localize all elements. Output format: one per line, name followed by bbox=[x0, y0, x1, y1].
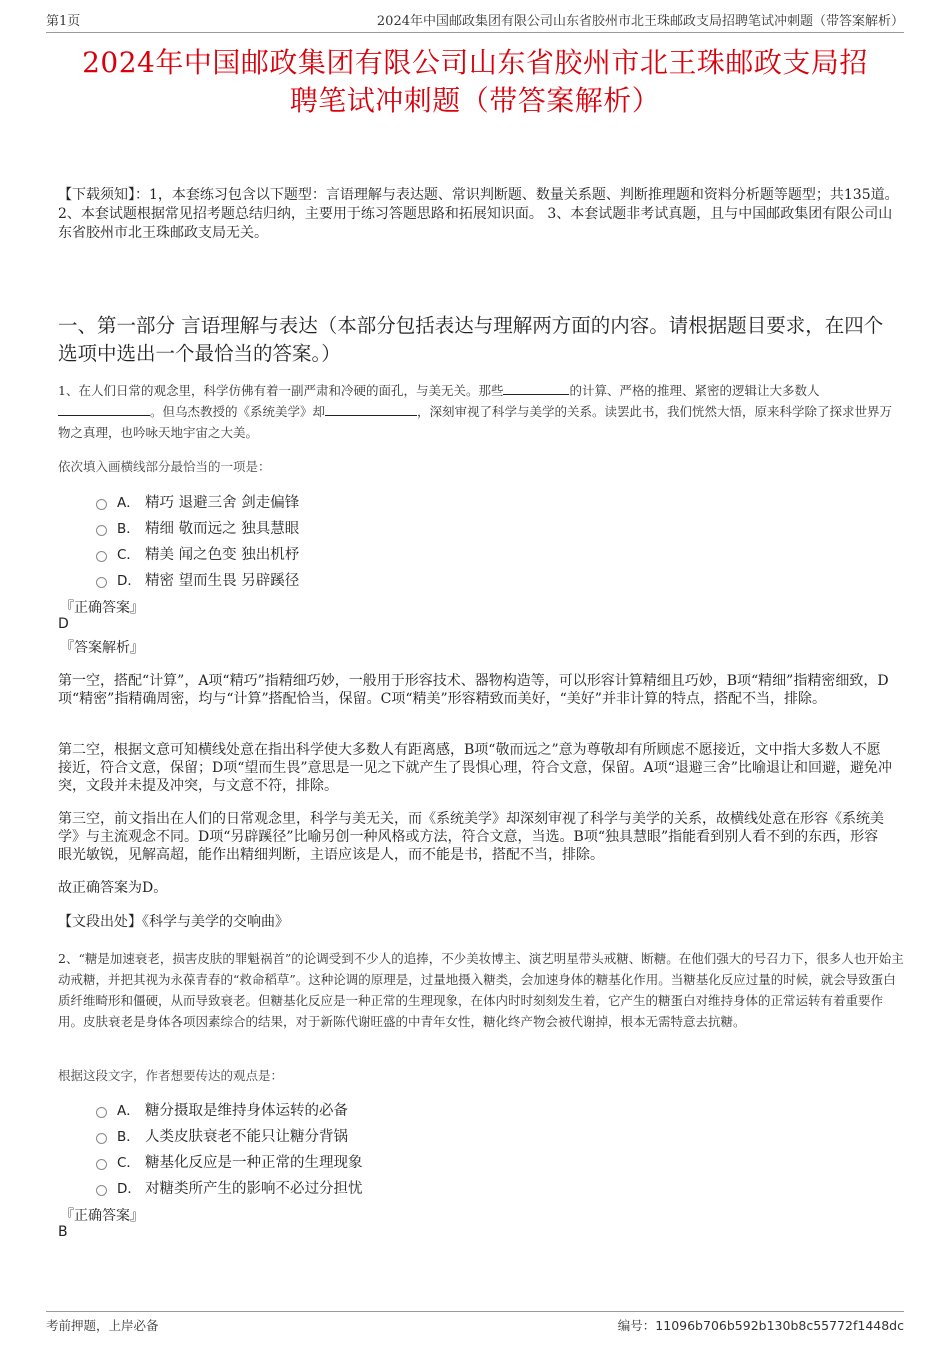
option-text: 精密 望而生畏 另辟蹊径 bbox=[145, 572, 300, 589]
option-letter: B． bbox=[117, 1129, 140, 1145]
option-text: 糖基化反应是一种正常的生理现象 bbox=[145, 1154, 363, 1171]
page-header bbox=[46, 10, 904, 33]
footer-slogan: 考前押题，上岸必备 bbox=[46, 1318, 159, 1333]
q1-stem-part-b: 的计算、严格的推理、紧密的逻辑让大多数人 bbox=[569, 383, 820, 398]
question-2-stem: 2、“糖是加速衰老，损害皮肤的罪魁祸首”的论调受到不少人的追捧，不少美妆博主、演艺明星带头戒糖、断糖。在他们强大的号召力下，很多人也开始主动戒糖，并把其视为永葆青春的“救命稻草”。这种论调的原理是，过量地摄入糖类，会加速身体的糖基化作用。当糖基化反应过量的时候，就会导致蛋白质纤维畸形和僵硬，从而导致衰老。但糖基化反应是一种正常的生理现象，在体内时时刻刻发生着，它产生的糖蛋白对维持身体的正常运转有着重要作用。皮肤衰老是身体各项因素综合的结果，对于新陈代谢旺盛的中青年女性，糖化终产物会被代谢掉，根本无需特意去抗糖。 bbox=[58, 951, 904, 1029]
option-text: 糖分摄取是维持身体运转的必备 bbox=[145, 1102, 348, 1119]
option-a[interactable] bbox=[96, 1096, 363, 1122]
option-d[interactable] bbox=[96, 566, 299, 592]
radio-icon[interactable] bbox=[96, 551, 107, 562]
footer-code: 编号：11096b706b592b130b8c55772f1448dc bbox=[617, 1318, 904, 1333]
correct-answer: B bbox=[58, 1224, 68, 1240]
text-source: 【文段出处】《科学与美学的交响曲》 bbox=[58, 914, 289, 930]
q1-stem-part-a: 1、在人们日常的观念里，科学仿佛有着一副严肃和冷硬的面孔，与美无关。那些 bbox=[58, 383, 504, 398]
header-doc-title: 2024年中国邮政集团有限公司山东省胶州市北王珠邮政支局招聘笔试冲刺题（带答案解析） bbox=[376, 14, 904, 29]
radio-icon[interactable] bbox=[96, 577, 107, 588]
analysis-conclusion: 故正确答案为D。 bbox=[58, 880, 168, 896]
option-text: 对糖类所产生的影响不必过分担忧 bbox=[145, 1180, 363, 1197]
analysis-label: 『答案解析』 bbox=[60, 640, 144, 656]
correct-answer-label: 『正确答案』 bbox=[60, 600, 144, 616]
radio-icon[interactable] bbox=[96, 525, 107, 536]
option-letter: C． bbox=[117, 1155, 140, 1171]
question-1-prompt: 依次填入画横线部分最恰当的一项是： bbox=[58, 459, 271, 474]
radio-icon[interactable] bbox=[96, 1107, 107, 1118]
blank-3 bbox=[325, 401, 417, 416]
blank-1 bbox=[503, 380, 569, 395]
correct-answer-label: 『正确答案』 bbox=[60, 1208, 144, 1224]
option-letter: B． bbox=[117, 521, 140, 537]
option-letter: D． bbox=[117, 1181, 141, 1197]
option-letter: A． bbox=[117, 1103, 140, 1119]
option-c[interactable] bbox=[96, 540, 299, 566]
option-text: 精细 敬而远之 独具慧眼 bbox=[145, 520, 300, 537]
radio-icon[interactable] bbox=[96, 1133, 107, 1144]
question-2-options bbox=[96, 1096, 363, 1200]
option-letter: D． bbox=[117, 573, 141, 589]
option-a[interactable] bbox=[96, 488, 299, 514]
radio-icon[interactable] bbox=[96, 1185, 107, 1196]
option-b[interactable] bbox=[96, 514, 299, 540]
page-number: 第1页 bbox=[46, 14, 81, 29]
question-1-stem bbox=[58, 380, 904, 443]
page-title-line2: 聘笔试冲刺题（带答案解析） bbox=[289, 84, 661, 117]
question-1-options bbox=[96, 488, 299, 592]
q1-stem-part-d: ，深刻审视了科学与美学的关系。读罢此书，我们恍然大悟，原来科学除了探求世界万物之真理，也吟咏天地宇宙之大美。 bbox=[58, 404, 893, 440]
correct-answer: D bbox=[58, 616, 69, 632]
option-text: 精美 闻之色变 独出机杼 bbox=[145, 546, 300, 563]
page-footer bbox=[46, 1311, 904, 1334]
analysis-paragraph-3: 第三空，前文指出在人们的日常观念里，科学与美无关，而《系统美学》却深刻审视了科学与美学的关系，故横线处意在形容《系统美学》与主流观念不同。D项“另辟蹊径”比喻另创一种风格或方法，符合文意，当选。B项“独具慧眼”指能看到别人看不到的东西，形容眼光敏锐，见解高超，能作出精细判断，主语应该是人，而不能是书，搭配不当，排除。 bbox=[58, 811, 884, 863]
page-title-line1: 2024年中国邮政集团有限公司山东省胶州市北王珠邮政支局招 bbox=[82, 46, 868, 79]
option-b[interactable] bbox=[96, 1122, 363, 1148]
q1-stem-part-c: 。但乌杰教授的《系统美学》却 bbox=[150, 404, 326, 419]
question-2-prompt: 根据这段文字，作者想要传达的观点是： bbox=[58, 1068, 284, 1083]
analysis-paragraph-1: 第一空，搭配“计算”，A项“精巧”指精细巧妙，一般用于形容技术、器物构造等，可以形容计算精细且巧妙，B项“精细”指精密细致，D项“精密”指精确周密，均与“计算”搭配恰当，保留。C项“精美”形容精致而美好，“美好”并非计算的特点，搭配不当，排除。 bbox=[58, 673, 889, 707]
radio-icon[interactable] bbox=[96, 1159, 107, 1170]
section-heading: 一、第一部分 言语理解与表达（本部分包括表达与理解两方面的内容。请根据题目要求，在四个选项中选出一个最恰当的答案。） bbox=[58, 314, 884, 365]
page-title bbox=[40, 44, 910, 120]
download-notice: 【下载须知】：1，本套练习包含以下题型：言语理解与表达题、常识判断题、数量关系题、判断推理题和资料分析题等题型；共135道。 2、本套试题根据常见招考题总结归纳，主要用于练习答题思路和拓展知识面。 3、本套试题非考试真题，且与中国邮政集团有限公司山东省胶州市北王珠邮政支局无关。 bbox=[58, 187, 899, 241]
analysis-paragraph-2: 第二空，根据文意可知横线处意在指出科学使大多数人有距离感，B项“敬而远之”意为尊敬却有所顾虑不愿接近，文中指大多数人不愿接近，符合文意，保留；D项“望而生畏”意思是一见之下就产生了畏惧心理，符合文意，保留。A项“退避三舍”比喻退让和回避，避免冲突，文段并未提及冲突，与文意不符，排除。 bbox=[58, 742, 892, 794]
option-c[interactable] bbox=[96, 1148, 363, 1174]
option-letter: A． bbox=[117, 495, 140, 511]
blank-2 bbox=[58, 401, 150, 416]
radio-icon[interactable] bbox=[96, 499, 107, 510]
option-d[interactable] bbox=[96, 1174, 363, 1200]
option-text: 精巧 退避三舍 剑走偏锋 bbox=[145, 494, 300, 511]
option-text: 人类皮肤衰老不能只让糖分背锅 bbox=[145, 1128, 348, 1145]
option-letter: C． bbox=[117, 547, 140, 563]
